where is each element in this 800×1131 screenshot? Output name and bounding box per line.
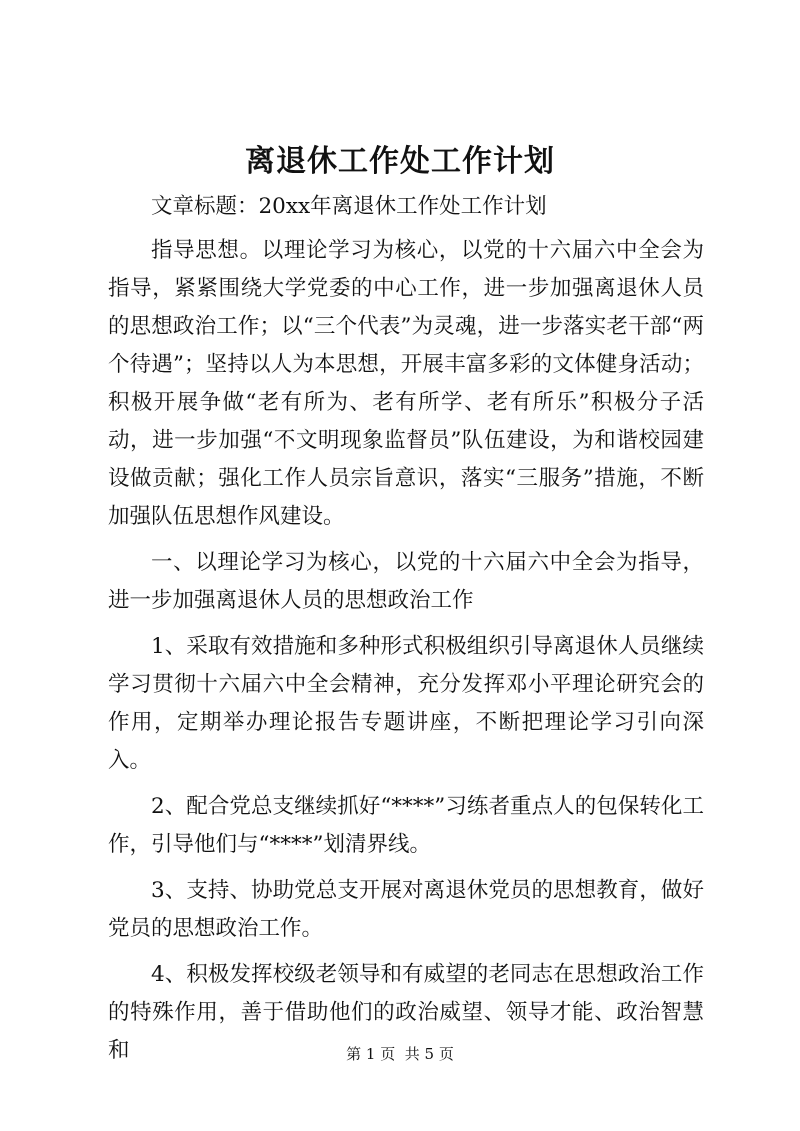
document-body xyxy=(108,188,704,1078)
page-number: 第 1 页 xyxy=(346,1045,396,1063)
paragraph-item-1: 1、采取有效措施和多种形式积极组织引导离退休人员继续学习贯彻十六届六中全会精神，充分发挥邓小平理论研究会的作用，定期举办理论报告专题讲座，不断把理论学习引向深入。 xyxy=(108,634,704,773)
page-footer xyxy=(0,1044,800,1064)
paragraph-item-2: 2、配合党总支继续抓好“****”习练者重点人的包保转化工作，引导他们与“****”划清界线。 xyxy=(108,794,704,857)
paragraph-item-4: 4、积极发挥校级老领导和有威望的老同志在思想政治工作的特殊作用，善于借助他们的政治威望、领导才能、政治智慧和 xyxy=(108,962,704,1063)
paragraph-guiding-principle: 指导思想。以理论学习为核心，以党的十六届六中全会为指导，紧紧围绕大学党委的中心工作，进一步加强离退休人员的思想政治工作；以“三个代表”为灵魂，进一步落实老干部“两个待遇”；坚持以人为本思想，开展丰富多彩的文体健身活动；积极开展争做“老有所为、老有所学、老有所乐”积极分子活动，进一步加强“不文明现象监督员”队伍建设，为和谐校园建设做贡献；强化工作人员宗旨意识，落实“三服务”措施，不断加强队伍思想作风建设。 xyxy=(108,238,704,529)
paragraph-item-3: 3、支持、协助党总支开展对离退休党员的思想教育，做好党员的思想政治工作。 xyxy=(108,878,704,941)
article-title-line: 文章标题：20xx年离退休工作处工作计划 xyxy=(151,194,547,219)
section-heading-one: 一、以理论学习为核心，以党的十六届六中全会为指导，进一步加强离退休人员的思想政治工作 xyxy=(108,550,704,613)
document-title: 离退休工作处工作计划 xyxy=(245,144,555,179)
total-pages: 共 5 页 xyxy=(404,1045,454,1063)
